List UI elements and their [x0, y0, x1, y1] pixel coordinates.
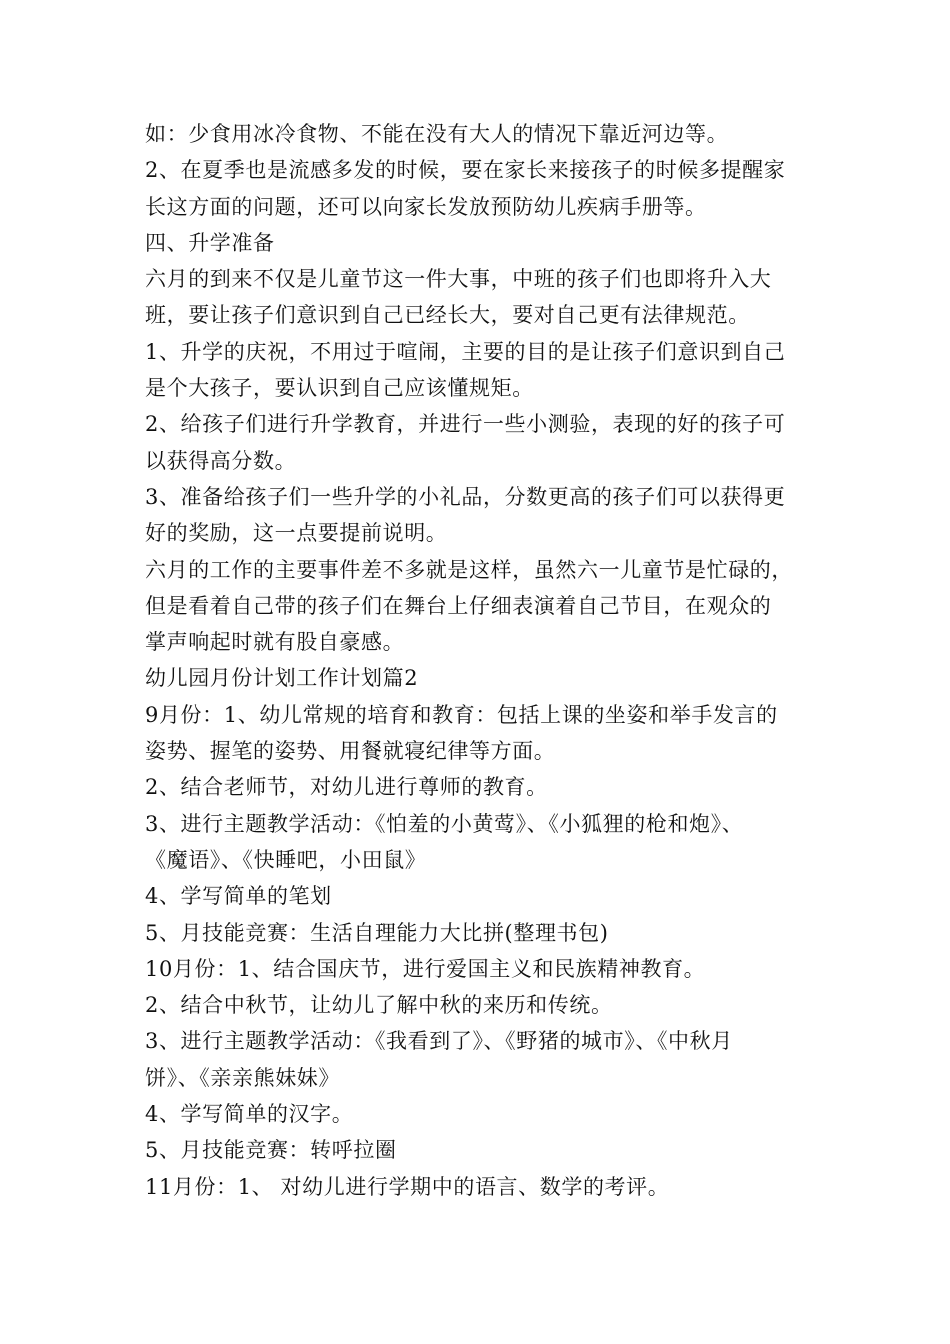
text-line: 3、进行主题教学活动：《我看到了》、《野猪的城市》、《中秋月 — [145, 1029, 733, 1054]
text-line: 如：少食用冰冷食物、不能在没有大人的情况下靠近河边等。 — [145, 122, 729, 146]
text-line: 2、在夏季也是流感多发的时候，要在家长来接孩子的时候多提醒家 — [145, 158, 786, 183]
text-line: 2、结合老师节，对幼儿进行尊师的教育。 — [145, 775, 548, 800]
text-line: 4、学写简单的笔划 — [145, 884, 332, 909]
text-line: 以获得高分数。 — [145, 448, 297, 473]
text-line: 3、进行主题教学活动：《怕羞的小黄莺》、《小狐狸的枪和炮》、 — [145, 811, 744, 836]
text-line: 六月的到来不仅是儿童节这一件大事，中班的孩子们也即将升入大 — [145, 267, 772, 292]
text-line: 饼》、《亲亲熊妹妹》 — [145, 1065, 340, 1090]
article-title: 幼儿园月份计划工作计划篇2 — [145, 666, 419, 691]
text-line: 2、结合中秋节，让幼儿了解中秋的来历和传统。 — [145, 993, 613, 1018]
text-line: 六月的工作的主要事件差不多就是这样，虽然六一儿童节是忙碌的， — [145, 557, 793, 582]
text-line: 姿势、握笔的姿势、用餐就寝纪律等方面。 — [145, 739, 556, 764]
text-line: 班，要让孩子们意识到自己已经长大，要对自己更有法律规范。 — [145, 303, 750, 328]
text-line: 3、准备给孩子们一些升学的小礼品，分数更高的孩子们可以获得更 — [145, 484, 786, 509]
section-heading: 四、升学准备 — [145, 230, 275, 255]
text-line: 是个大孩子，要认识到自己应该懂规矩。 — [145, 376, 534, 401]
text-line: 长这方面的问题，还可以向家长发放预防幼儿疾病手册等。 — [145, 194, 707, 219]
text-line: 10月份：1、结合国庆节，进行爱国主义和民族精神教育。 — [145, 956, 706, 981]
text-line: 掌声响起时就有股自豪感。 — [145, 630, 405, 655]
text-line: 4、学写简单的汉字。 — [145, 1102, 354, 1127]
text-line: 《魔语》、《快睡吧，小田鼠》 — [145, 847, 427, 872]
text-line: 但是看着自己带的孩子们在舞台上仔细表演着自己节目，在观众的 — [145, 593, 772, 618]
text-line: 5、月技能竞赛：转呼拉圈 — [145, 1138, 397, 1163]
text-line: 9月份：1、幼儿常规的培育和教育：包括上课的坐姿和举手发言的 — [145, 702, 778, 727]
text-line: 2、给孩子们进行升学教育，并进行一些小测验，表现的好的孩子可 — [145, 412, 786, 437]
text-line: 5、月技能竞赛：生活自理能力大比拼(整理书包) — [145, 920, 609, 945]
text-line: 11月份：1、 对幼儿进行学期中的语言、数学的考评。 — [145, 1174, 670, 1199]
document-body — [145, 116, 810, 1205]
text-line: 1、升学的庆祝，不用过于喧闹，主要的目的是让孩子们意识到自己 — [145, 339, 786, 364]
text-line: 好的奖励，这一点要提前说明。 — [145, 521, 448, 546]
